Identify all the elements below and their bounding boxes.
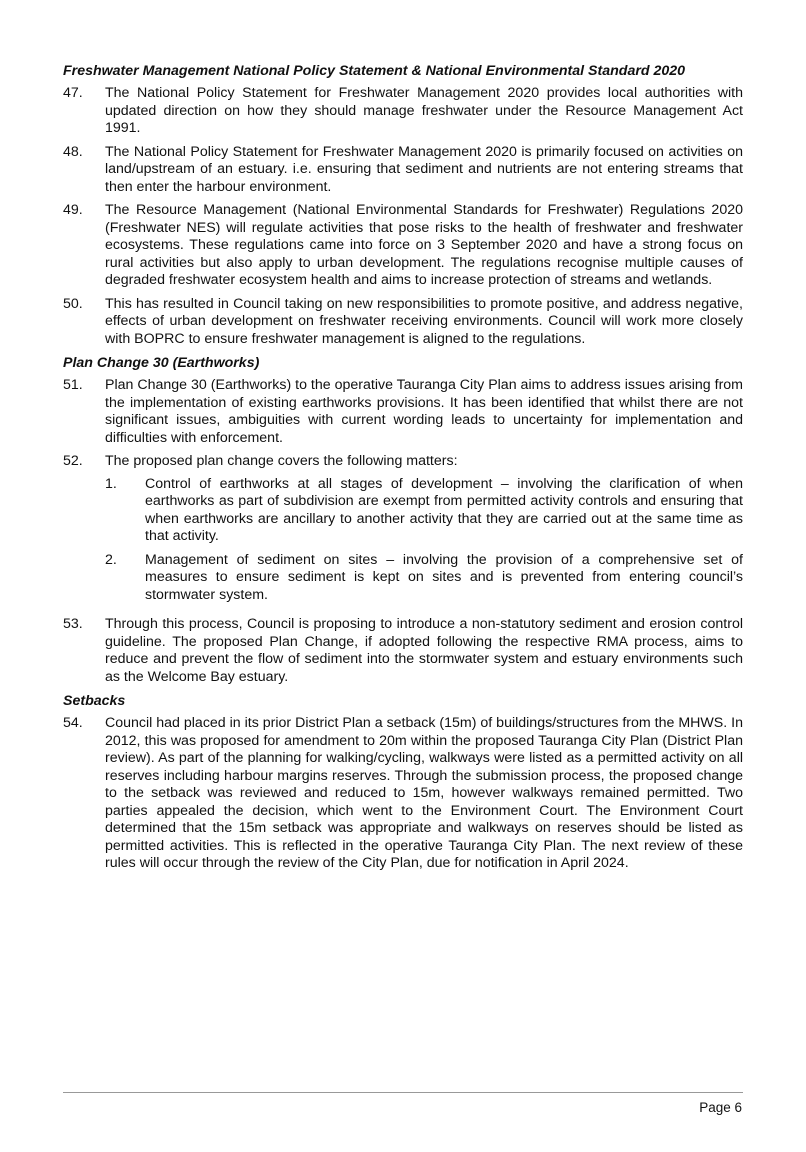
paragraph-number: 51. [63, 377, 83, 393]
paragraph-number: 52. [63, 453, 83, 469]
paragraph-text: The Resource Management (National Environmental Standards for Freshwater) Regulations 2020 (Freshwater NES) will regulate activities that pose risks to the health of freshwater and freshwater ecosystems. These regulations came into force on 3 September 2020 and have a strong focus on rural activities but also apply to urban development. The regulations recognise multiple causes of degraded freshwater ecosystem health and aims to increase protection of streams and wetlands. [105, 202, 743, 288]
sub-item-number: 1. [105, 475, 117, 492]
paragraph-52 [63, 453, 743, 610]
paragraph-text: The National Policy Statement for Freshwater Management 2020 provides local authorities with updated direction on how they should manage freshwater under the Resource Management Act 1991. [105, 85, 743, 136]
paragraph-49 [63, 202, 743, 290]
sub-item-number: 2. [105, 551, 117, 568]
sub-item-text: Control of earthworks at all stages of development – involving the clarification of when earthworks as part of subdivision are exempt from permitted activity controls and ensuring that when earthworks are ancillary to another activity that they are carried out at the same time as that activity. [145, 475, 743, 544]
paragraph-body [105, 453, 743, 610]
paragraph-47 [63, 85, 743, 138]
paragraph-text: This has resulted in Council taking on new responsibilities to promote positive, and address negative, effects of urban development on freshwater receiving environments. Council will work more closely with BOPRC to ensure freshwater management is aligned to the regulations. [105, 295, 743, 347]
footer-divider [63, 1092, 743, 1093]
paragraph-50 [63, 296, 743, 349]
paragraph-number: 53. [63, 616, 83, 632]
paragraph-text: Through this process, Council is proposing to introduce a non-statutory sediment and erosion control guideline. The proposed Plan Change, if adopted following the respective RMA process, aims to reduce and prevent the flow of sediment into the stormwater system and estuary environments such as the Welcome Bay estuary. [105, 616, 743, 685]
paragraph-48 [63, 144, 743, 197]
page-number: Page 6 [699, 1100, 742, 1115]
document-body [63, 62, 743, 879]
paragraph-number: 50. [63, 295, 83, 312]
paragraph-text: Plan Change 30 (Earthworks) to the operative Tauranga City Plan aims to address issues arising from the implementation of existing earthworks provisions. It has been identified that whilst there are not significant issues, ambiguities with current wording leads to uncertainty for implementation and difficulties with enforcement. [105, 377, 743, 446]
section-heading-plan-change-30: Plan Change 30 (Earthworks) [63, 355, 260, 371]
paragraph-text: The National Policy Statement for Freshwater Management 2020 is primarily focused on activities on land/upstream of an estuary. i.e. ensuring that sediment and nutrients are not entering streams that then enter the harbour environment. [105, 143, 743, 195]
sub-list-item-1 [105, 476, 743, 546]
paragraph-text: Council had placed in its prior District Plan a setback (15m) of buildings/structures from the MHWS. In 2012, this was proposed for amendment to 20m within the proposed Tauranga City Plan (District Plan review). As part of the planning for walking/cycling, walkways were listed as a permitted activity on all reserves including harbour margins reserves. Through the submission process, the proposed change to the setback was reviewed and reduced to 15m, however walkways remained permitted. Two parties appealed the decision, which went to the Environment Court. The Environment Court determined that the 15m setback was appropriate and walkways on reserves should be listed as permitted activities. This is reflected in the operative Tauranga City Plan. The next review of these rules will occur through the review of the City Plan, due for notification in April 2024. [105, 715, 743, 871]
section-heading-setbacks: Setbacks [63, 693, 126, 709]
paragraph-51 [63, 377, 743, 447]
paragraph-number: 54. [63, 715, 83, 731]
paragraph-number: 49. [63, 202, 83, 218]
paragraph-number: 47. [63, 85, 83, 101]
paragraph-53 [63, 616, 743, 686]
paragraph-number: 48. [63, 143, 83, 160]
paragraph-text: The proposed plan change covers the following matters: [105, 453, 458, 469]
sub-list [105, 476, 743, 605]
sub-list-item-2 [105, 552, 743, 605]
paragraph-54 [63, 715, 743, 873]
sub-item-text: Management of sediment on sites – involving the provision of a comprehensive set of measures to ensure sediment is kept on sites and is prevented from entering council’s stormwater system. [145, 551, 743, 603]
section-heading-freshwater: Freshwater Management National Policy Statement & National Environmental Standard 2020 [63, 63, 686, 79]
